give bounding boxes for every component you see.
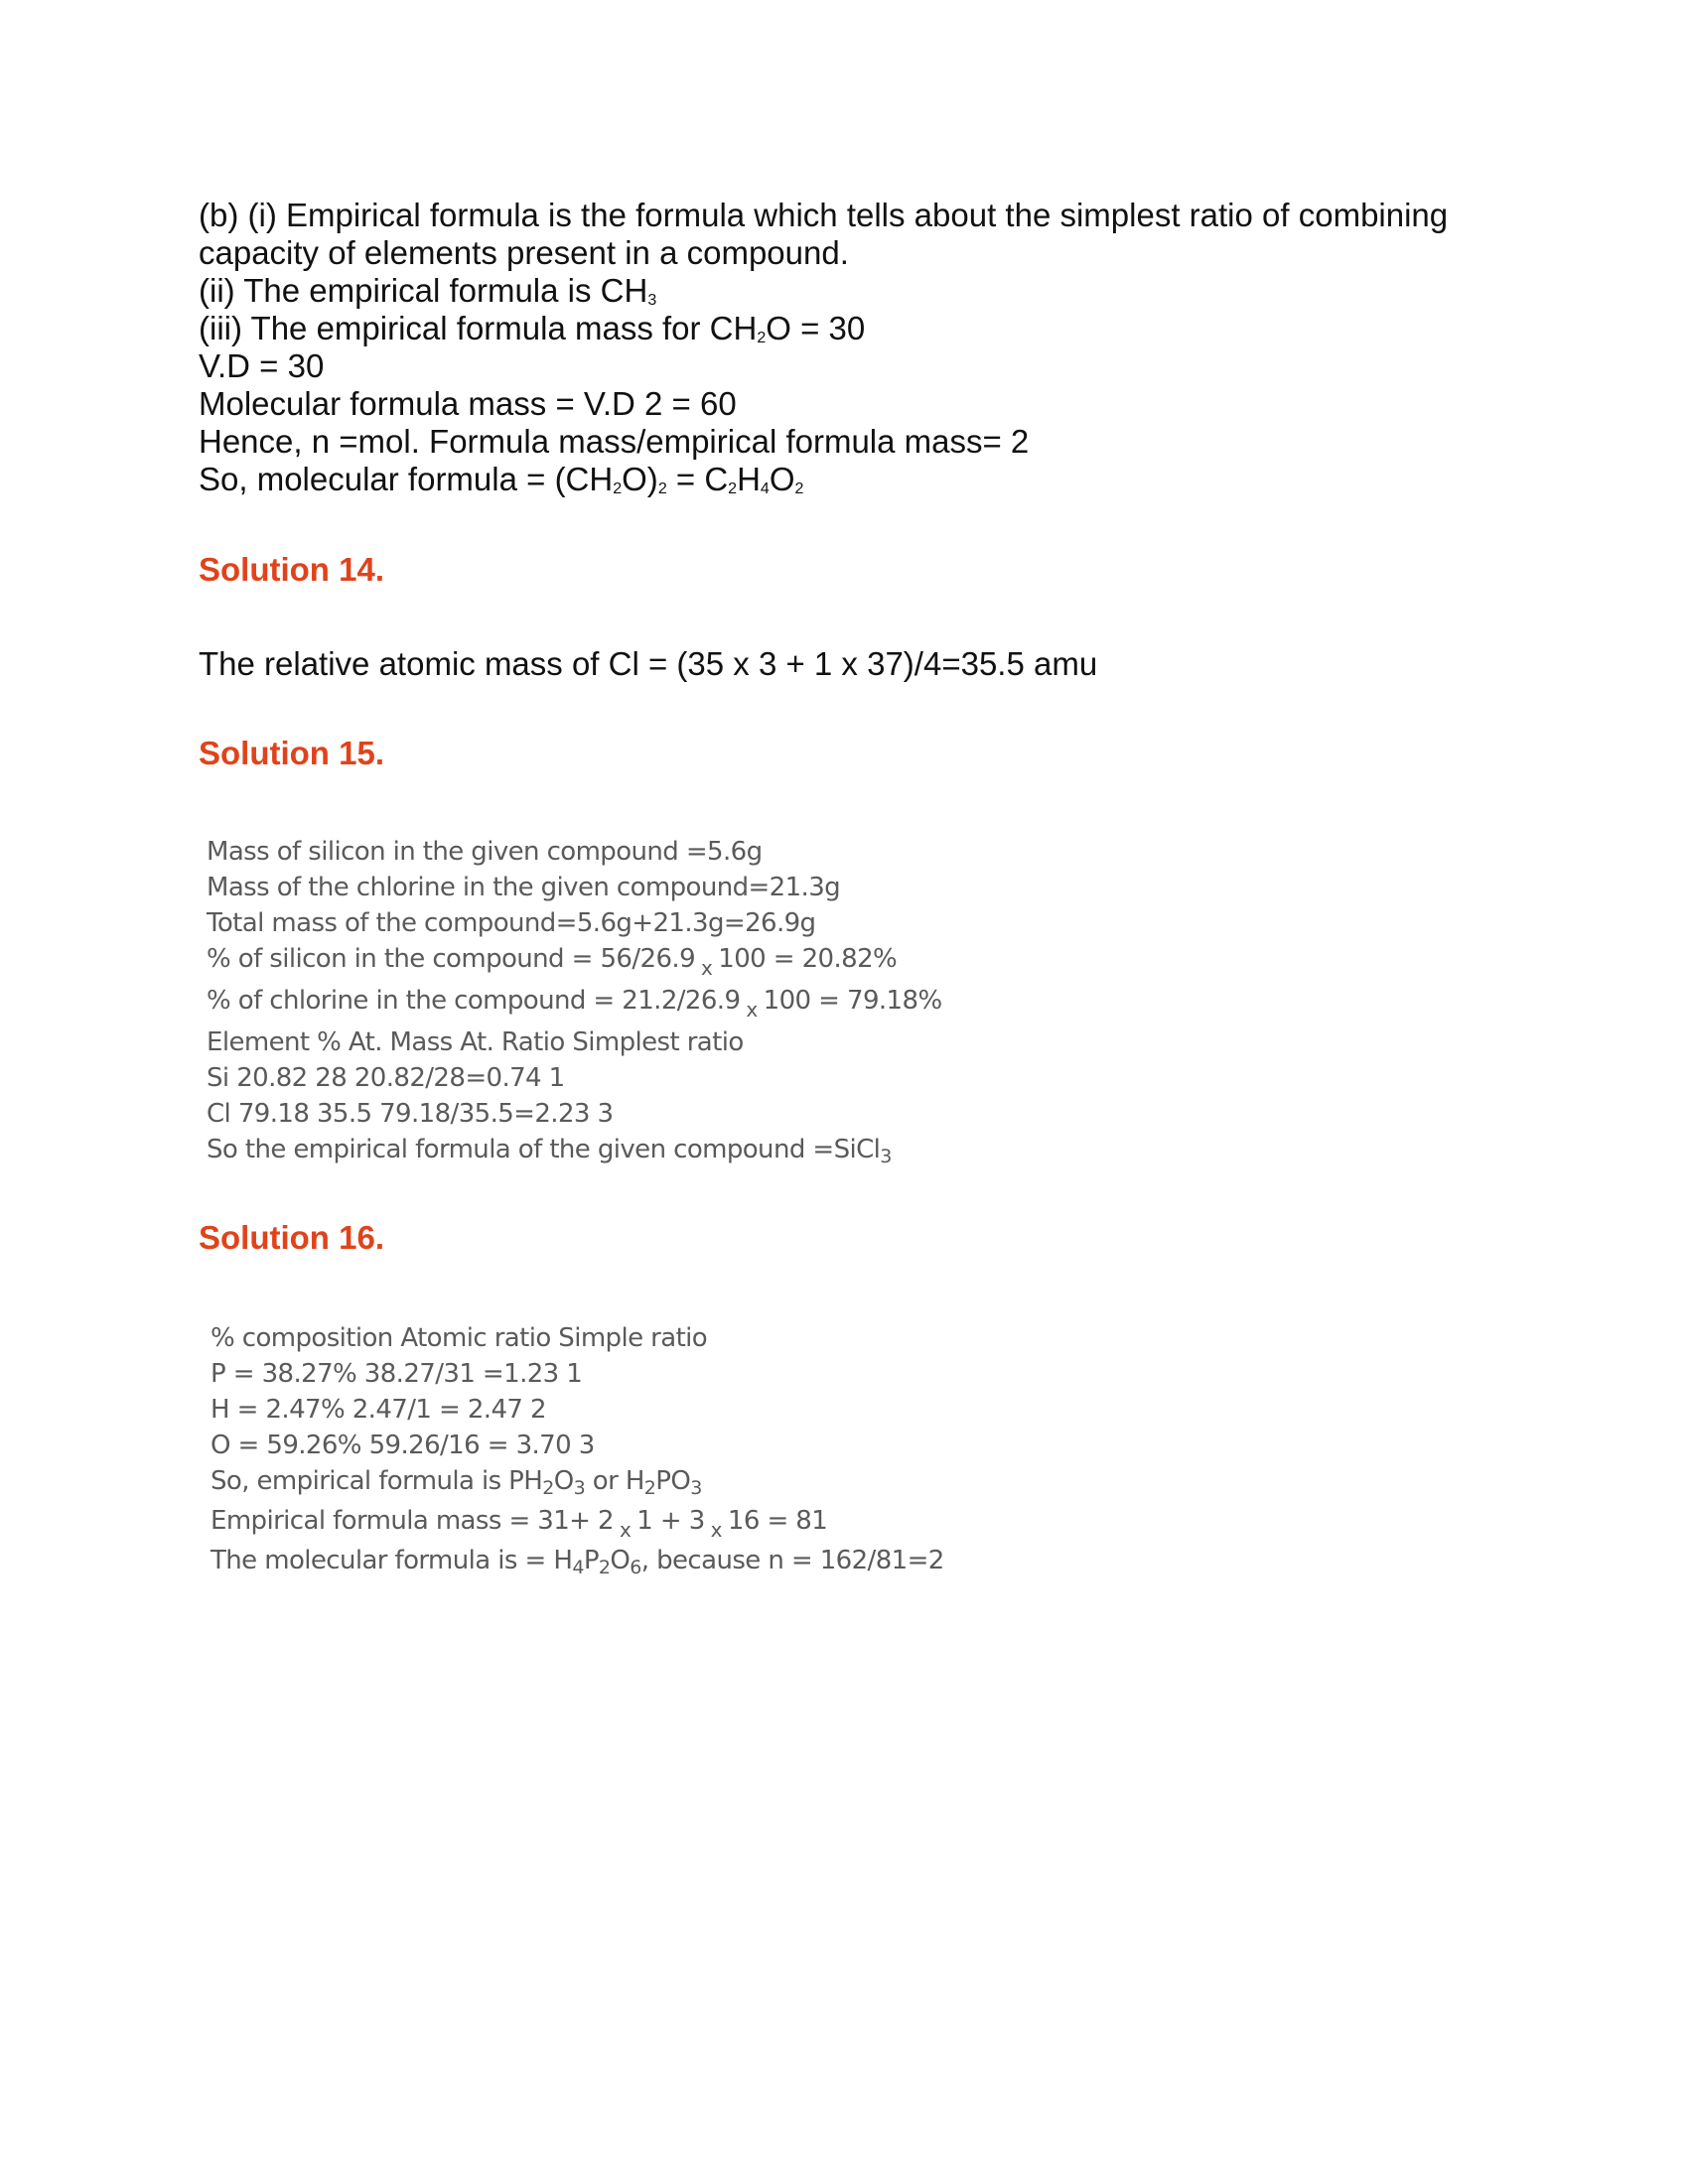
text-line: O = 59.26% 59.26/16 = 3.70 3 bbox=[211, 1431, 595, 1460]
text-line: % composition Atomic ratio Simple ratio bbox=[211, 1323, 708, 1353]
text-line: Molecular formula mass = V.D 2 = 60 bbox=[199, 385, 737, 422]
text-line: So the empirical formula of the given compound =SiCl$_3$ bbox=[207, 1135, 892, 1167]
text-line: Mass of the chlorine in the given compound=21.3g bbox=[207, 873, 841, 902]
text-line: % of chlorine in the compound = 21.2/26.9 $_x$ 100 = 79.18% bbox=[207, 986, 942, 1022]
text-line: % of silicon in the compound = 56/26.9 $_x$ 100 = 20.82% bbox=[207, 944, 898, 980]
text-line: Mass of silicon in the given compound =5.6g bbox=[207, 837, 763, 867]
text-line: (ii) The empirical formula is $CH_3$ bbox=[199, 272, 657, 309]
text-line: Element % At. Mass At. Ratio Simplest ratio bbox=[207, 1027, 744, 1057]
text-line: Si 20.82 28 20.82/28=0.74 1 bbox=[207, 1063, 565, 1093]
text-line: H = 2.47% 2.47/1 = 2.47 2 bbox=[211, 1395, 546, 1425]
text-line: P = 38.27% 38.27/31 =1.23 1 bbox=[211, 1359, 583, 1389]
solution-15-image-text bbox=[207, 834, 942, 1167]
solution-15-heading: Solution 15. bbox=[199, 735, 385, 771]
text-line: So, molecular formula = $(CH_2O)_2 = C_2H_4O_2$ bbox=[199, 461, 804, 497]
text-line: (iii) The empirical formula mass for $CH_2O = 30$ bbox=[199, 310, 866, 346]
solution-14-text: The relative atomic mass of Cl = (35 x 3 + 1 x 37)/4=35.5 amu bbox=[199, 645, 1098, 682]
text-line: capacity of elements present in a compound. bbox=[199, 234, 849, 271]
text-line: The molecular formula is = $H_4P_2O_6$, because n = 162/81=2 bbox=[211, 1546, 944, 1578]
text-line: So, empirical formula is $PH_2O_3$ or $H_2PO_3$ bbox=[211, 1466, 702, 1499]
text-line: Empirical formula mass = 31+ 2 $_x$ 1 + 3 $_x$ 16 = 81 bbox=[211, 1506, 828, 1542]
part-b-answer bbox=[199, 197, 1448, 498]
text-line: V.D = 30 bbox=[199, 347, 325, 384]
solution-16-image-text bbox=[211, 1320, 944, 1578]
text-line: Total mass of the compound=5.6g+21.3g=26.9g bbox=[207, 908, 816, 938]
solution-14-heading: Solution 14. bbox=[199, 551, 385, 588]
text-line: Hence, n =mol. Formula mass/empirical formula mass= 2 bbox=[199, 423, 1030, 460]
text-line: (b) (i) Empirical formula is the formula which tells about the simplest ratio of combining bbox=[199, 197, 1449, 233]
solution-16-heading: Solution 16. bbox=[199, 1219, 385, 1256]
text-line: Cl 79.18 35.5 79.18/35.5=2.23 3 bbox=[207, 1099, 614, 1129]
